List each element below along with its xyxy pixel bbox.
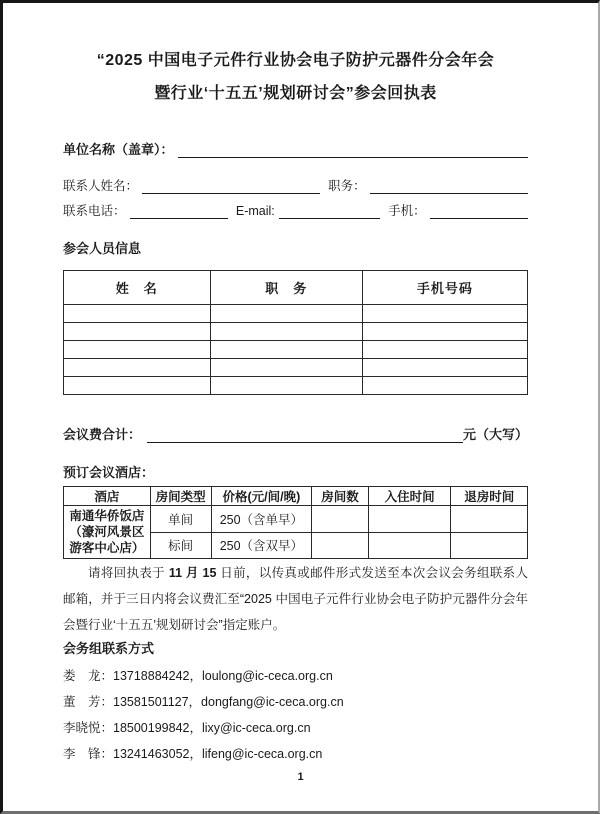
hotel-price-cell: 250（含双早）: [211, 532, 312, 559]
org-name-row: [63, 142, 528, 158]
attendee-row: [64, 359, 528, 377]
hotel-column-header: 价格(元/间/晚): [211, 487, 312, 506]
attendee-cell: [210, 341, 362, 359]
contact-name-blank: [142, 180, 320, 194]
attendee-cell: [362, 323, 527, 341]
attendee-cell: [64, 359, 211, 377]
hotel-checkin-cell: [368, 532, 451, 559]
duty-blank: [370, 180, 528, 194]
title-line-1: “2025 中国电子元件行业协会电子防护元器件分会年会: [96, 52, 495, 69]
hotel-checkout-cell: [451, 506, 528, 533]
attendee-cell: [362, 305, 527, 323]
attendee-cell: [210, 305, 362, 323]
attendee-cell: [362, 341, 527, 359]
attendees-table: [63, 270, 528, 395]
attendee-cell: [362, 377, 527, 395]
hotel-room-type-cell: 标间: [150, 532, 211, 559]
hotel-checkin-cell: [368, 506, 451, 533]
fee-total-row: [63, 426, 528, 443]
notice-deadline-date: 11 月 15: [168, 566, 217, 580]
attendee-cell: [362, 359, 527, 377]
notice-paragraph: [63, 560, 528, 638]
attendee-column-header: 职 务: [210, 271, 362, 305]
hotel-name-line: 游客中心店）: [69, 541, 145, 555]
attendee-column-header: 姓 名: [64, 271, 211, 305]
email-label: E-mail:: [235, 204, 275, 218]
contact-line: 娄 龙：13718884242，loulong@ic-ceca.org.cn: [63, 669, 333, 683]
hotel-row: [64, 506, 528, 533]
contact-line: 董 芳：13581501127，dongfang@ic-ceca.org.cn: [63, 695, 344, 709]
notice-text-2: 日前，以传真或邮件形式发送至本次会议会务组联系人邮箱，并于三日内将会议费汇至“2025 中国电子元件行业协会电子防护元器件分会年会暨行业‘十五五’规划研讨会”指定账户。: [63, 566, 528, 632]
fee-total-blank: [147, 429, 463, 443]
contact-name-row: [63, 178, 528, 194]
hotel-column-header: 入住时间: [368, 487, 451, 506]
notice-text-1: 请将回执表于: [88, 566, 169, 580]
attendee-cell: [64, 377, 211, 395]
org-name-blank: [178, 144, 528, 158]
mobile-label: 手机：: [388, 204, 426, 218]
hotel-header-row: [64, 487, 528, 506]
attendee-cell: [64, 341, 211, 359]
hotel-name-line: 南通华侨饭店: [69, 509, 145, 523]
phone-label: 联系电话：: [63, 204, 126, 218]
hotel-name-line: （濠河风景区: [69, 525, 145, 539]
attendee-cell: [210, 323, 362, 341]
mobile-blank: [430, 205, 528, 219]
attendee-cell: [64, 323, 211, 341]
hotel-section-title: 预订会议酒店：: [63, 465, 155, 480]
attendee-cell: [210, 377, 362, 395]
hotel-checkout-cell: [451, 532, 528, 559]
hotel-rooms-cell: [312, 532, 369, 559]
contact-name-label: 联系人姓名：: [63, 179, 139, 193]
fee-unit-label: 元（大写）: [462, 427, 528, 442]
attendee-cell: [64, 305, 211, 323]
attendees-section-title: 参会人员信息: [63, 241, 142, 256]
attendee-cell: [210, 359, 362, 377]
attendee-row: [64, 305, 528, 323]
hotel-column-header: 退房时间: [451, 487, 528, 506]
hotel-column-header: 房间数: [312, 487, 369, 506]
email-blank: [279, 205, 380, 219]
hotel-table: [63, 486, 528, 559]
attendees-header-row: [64, 271, 528, 305]
hotel-price-cell: 250（含单早）: [211, 506, 312, 533]
contact-line: 李 锋：13241463052，lifeng@ic-ceca.org.cn: [63, 747, 323, 761]
attendee-row: [64, 323, 528, 341]
document-title: [63, 3, 528, 110]
contacts-section-title: 会务组联系方式: [63, 641, 155, 656]
phone-blank: [130, 205, 228, 219]
attendee-row: [64, 377, 528, 395]
hotel-name-cell: [64, 506, 151, 559]
duty-label: 职务：: [328, 179, 366, 193]
hotel-column-header: 酒店: [64, 487, 151, 506]
page-number: 1: [297, 771, 304, 783]
fee-total-label: 会议费合计：: [63, 427, 142, 442]
contact-list: [63, 663, 528, 767]
title-line-2: 暨行业‘十五五’规划研讨会”参会回执表: [154, 85, 437, 102]
org-name-label: 单位名称（盖章）：: [63, 142, 174, 157]
attendee-column-header: 手机号码: [362, 271, 527, 305]
attendee-row: [64, 341, 528, 359]
contact-phone-row: [63, 203, 528, 219]
hotel-rooms-cell: [312, 506, 369, 533]
hotel-room-type-cell: 单间: [150, 506, 211, 533]
hotel-column-header: 房间类型: [150, 487, 211, 506]
contact-line: 李晓悦：18500199842，lixy@ic-ceca.org.cn: [63, 721, 311, 735]
